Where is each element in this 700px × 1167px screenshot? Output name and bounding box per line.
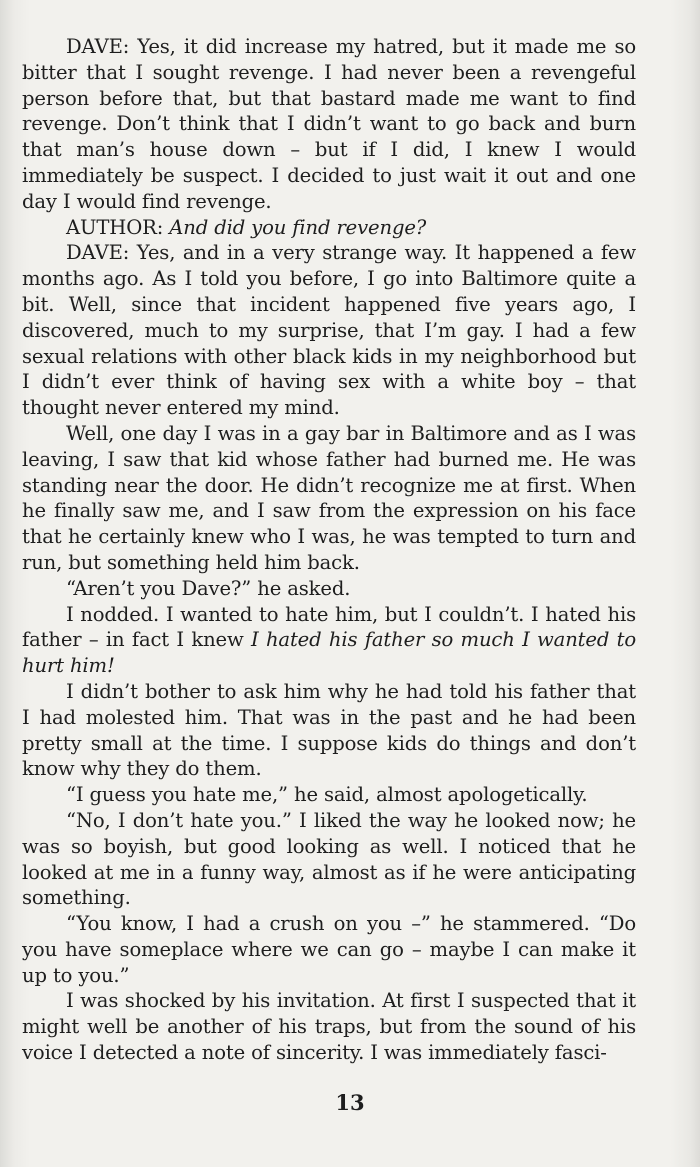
paragraph-didnt-bother: I didn’t bother to ask him why he had told his father that I had molested him. That was in the past and he had been pretty small at the time. I suppose kids do things and don’t know why they do them. (22, 679, 636, 781)
paragraph-shocked: I was shocked by his invitation. At first I suspected that it might well be another of his traps, but from the sound of his voice I detected a note of sincerity. I was immediately fasci- (22, 989, 636, 1065)
paragraph-nodded (22, 602, 636, 679)
paragraph-crush: “You know, I had a crush on you –” he stammered. “Do you have someplace where we can go – maybe I can make it up to you.” (22, 912, 636, 987)
body-text (22, 34, 636, 1066)
paragraph-gay-bar: Well, one day I was in a gay bar in Baltimore and as I was leaving, I saw that kid whose father had burned me. He was standing near the door. He didn’t recognize me at first. When he finally saw me, and I saw from the expression on his face that he certainly knew who I was, he was tempted to turn and run, but something held him back. (22, 421, 636, 574)
paragraph-dont-hate-you: “No, I don’t hate you.” I liked the way he looked now; he was so boyish, but good looking as well. I noticed that he looked at me in a funny way, almost as if he were anticipating something. (22, 808, 636, 910)
paragraph-guess-you-hate-me: “I guess you hate me,” he said, almost apologetically. (66, 783, 588, 807)
author-question: And did you find revenge? (169, 215, 427, 239)
speaker-author: AUTHOR: (66, 215, 170, 239)
paragraph-dave-revenge: DAVE: Yes, it did increase my hatred, but it made me so bitter that I sought revenge. I had never been a revengeful person before that, but that bastard made me want to find revenge. Don’t think that I didn’t want to go back and burn that man’s house down – but if I did, I knew I would immediately be suspect. I decided to just wait it out and one day I would find revenge. (22, 35, 636, 213)
nodded-italic: I hated his father so much I wanted to hurt him! (22, 628, 636, 678)
paragraph-arent-you-dave: “Aren’t you Dave?” he asked. (66, 576, 351, 600)
paragraph-author-question (22, 215, 636, 241)
page-number: 13 (335, 1090, 365, 1115)
paragraph-dave-strange-way: DAVE: Yes, and in a very strange way. It happened a few months ago. As I told you before, I go into Baltimore quite a bit. Well, since that incident happened five years ago, I discovered, much to my surprise, that I’m gay. I had a few sexual relations with other black kids in my neighborhood but I didn’t ever think of having sex with a white boy – that thought never entered my mind. (22, 241, 636, 420)
nodded-text: I nodded. I wanted to hate him, but I couldn’t. I hated his father – in fact I knew (22, 602, 636, 652)
